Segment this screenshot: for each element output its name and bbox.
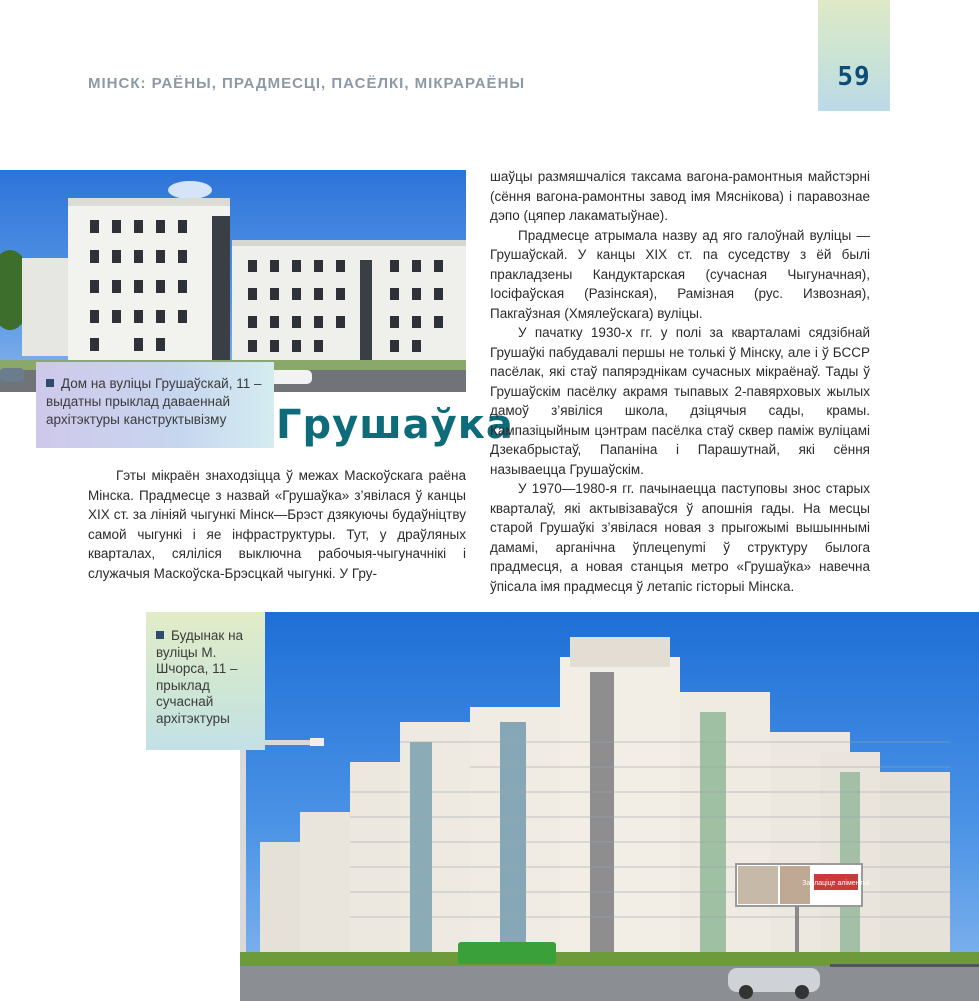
caption-bullet-icon: [46, 379, 54, 387]
photo-constructivist-building: [0, 170, 466, 392]
caption-bottom: [156, 628, 260, 727]
caption-top-text: Дом на вуліцы Грушаўскай, 11 – выдатны прыклад даваеннай архітэктуры канструктывізму: [46, 376, 262, 427]
paragraph: Гэты мікраён знаходзіцца ў межах Маскоўскага раёна Мінска. Прадмесце з назвай «Грушаўка» з’явілася ў канцы XIX ст. за лініяй чыгункі Мінск—Брэст дзякуючы будаўніцтву самой чыгункі і яе інфраструктуры. Тут, у драўляных кварталах, сяліліся выключна рабочыя-чыгуначнікі і служачыя Маскоўска-Брэсцкай чыгункі. У Гру-: [88, 468, 466, 581]
photo-constructivist-building-illustration: [0, 170, 466, 392]
page-number-tab: [818, 0, 890, 111]
photo-modern-building-illustration: [240, 612, 979, 1001]
right-column: [490, 167, 870, 596]
page-number: 59: [837, 62, 871, 92]
caption-top: [46, 375, 270, 429]
caption-bottom-text: Будынак на вуліцы М. Шчорса, 11 – прыклад сучаснай архітэктуры: [156, 628, 244, 726]
caption-bullet-icon: [156, 631, 164, 639]
paragraph: Прадмесце атрымала назву ад яго галоўнай вуліцы — Грушаўскай. У канцы XIX ст. па суседству з ёй былі пракладзены Кандуктарская (сучасная Чыгуначная), Іосіфаўская (Разінская), Рамізная (рус. Извозная), Пакгаўзная (Хмялеўскага) вуліцы.: [490, 227, 870, 321]
paragraph: шаўцы размяшчаліся таксама вагона-рамонтныя майстэрні (сёння вагона-рамонтны завод імя Мяснікова) і паравознае дэпо (цяпер лакаматыўнае).: [490, 169, 870, 223]
running-head: МІНСК: РАЁНЫ, ПРАДМЕСЦІ, ПАСЁЛКІ, МІКРАРАЁНЫ: [88, 75, 526, 92]
paragraph: У пачатку 1930-х гг. у полі за кварталамі сядзібнай Грушаўкі пабудавалі першы не толькі ў Мінску, але і ў БССР пасёлак, які стаў папярэднікам сучасных мікраёнаў. Тады ў Грушаўскім пасёлку акрамя тыпавых 2-павярховых жылых дамоў з’явіліся школа, дзіцячыя сады, крамы. Кампазіцыйным цэнтрам пасёлка стаў сквер паміж вуліцамі Дзекабрыстаў, Папаніна і Парашутнай, які сёння называецца Грушаўскім.: [490, 325, 870, 477]
photo-modern-building: [240, 612, 979, 1001]
left-column: [88, 466, 466, 583]
paragraph: У 1970—1980-я гг. пачынаецца паступовы знос старых кварталаў, які актывізаваўся ў апошнія гады. На месцы старой Грушаўкі з’явілася новая з прыгожымі вышыннымі дамамі, арганічна ўплецenymі ў структуру былога прадмесця, а новая станцыя метро «Грушаўка» навечна ўпісала імя прадмесця ў летапіс гісторыі Мінска.: [490, 481, 870, 594]
billboard-text: Заплаціце аліменты!: [802, 880, 870, 887]
section-title: Грушаўка: [276, 402, 514, 448]
